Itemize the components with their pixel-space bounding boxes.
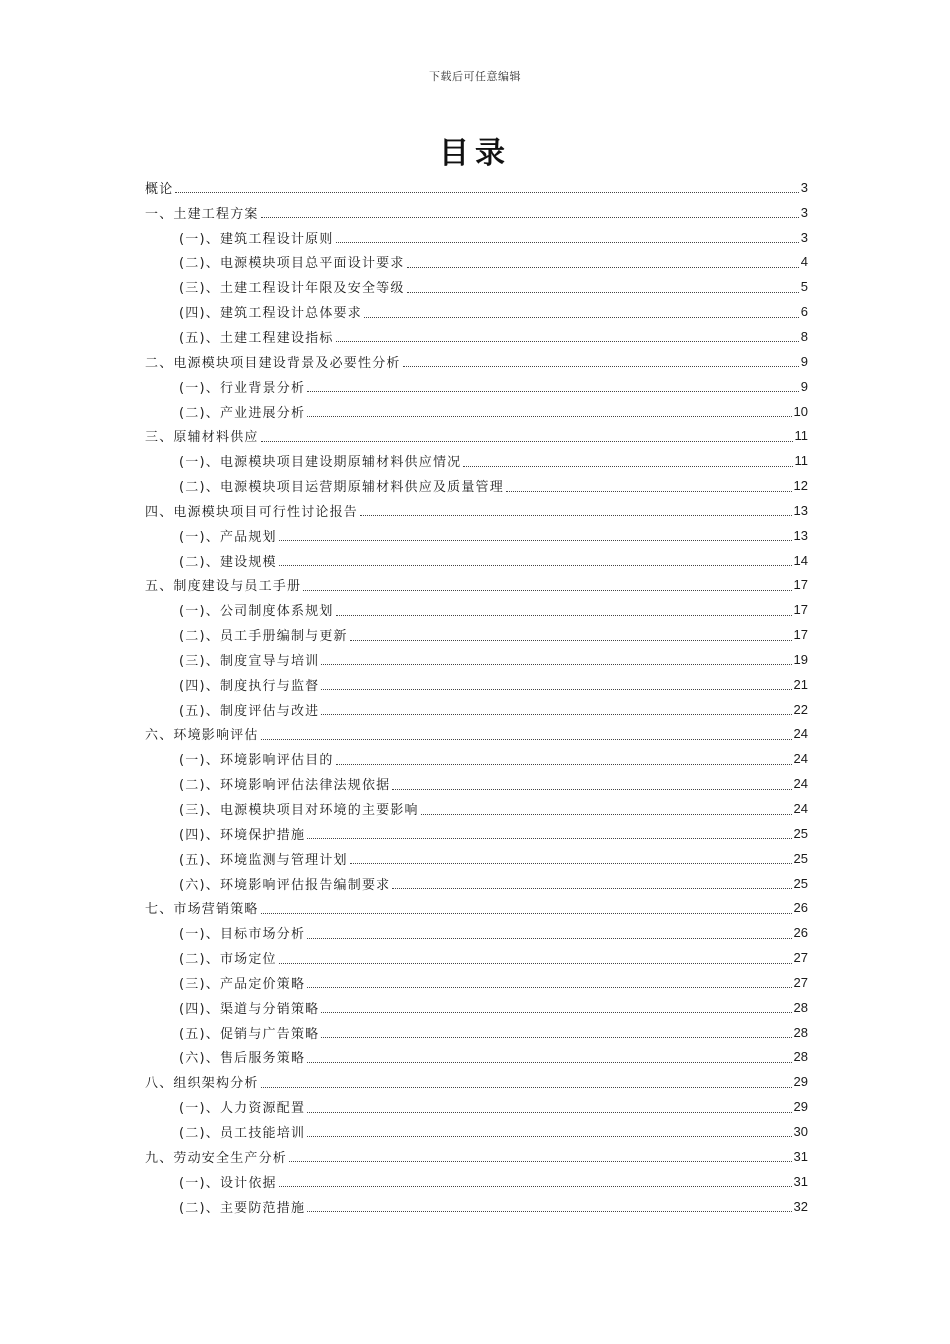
toc-subsection-entry[interactable] [145, 920, 808, 945]
toc-title: 目录 [439, 136, 511, 171]
toc-entry-label: (二)、电源模块项目运营期原辅材料供应及质量管理 [179, 480, 504, 496]
toc-dot-leader [307, 1061, 791, 1063]
toc-dot-leader [364, 316, 799, 318]
toc-dot-leader [289, 1160, 792, 1162]
toc-subsection-entry[interactable] [145, 225, 808, 250]
toc-entry-label: (一)、人力资源配置 [179, 1101, 306, 1117]
toc-entry-label: (一)、设计依据 [179, 1175, 277, 1191]
toc-page-number: 13 [793, 502, 808, 518]
toc-dot-leader [307, 1111, 791, 1113]
toc-entry-label: 二、电源模块项目建设背景及必要性分析 [145, 355, 401, 371]
toc-section-entry[interactable] [145, 349, 808, 374]
toc-entry-label: 五、制度建设与员工手册 [145, 579, 302, 595]
toc-dot-leader [403, 365, 799, 367]
toc-page-number: 30 [793, 1123, 808, 1139]
toc-subsection-entry[interactable] [145, 250, 808, 275]
toc-entry-label: 八、组织架构分析 [145, 1076, 259, 1092]
toc-subsection-entry[interactable] [145, 597, 808, 622]
toc-subsection-entry[interactable] [145, 399, 808, 424]
toc-subsection-entry[interactable] [145, 746, 808, 771]
toc-subsection-entry[interactable] [145, 871, 808, 896]
toc-dot-leader [407, 266, 799, 268]
toc-subsection-entry[interactable] [145, 846, 808, 871]
toc-entry-label: (四)、环境保护措施 [179, 827, 306, 843]
toc-page-number: 3 [800, 229, 808, 245]
toc-dot-leader [321, 1011, 791, 1013]
toc-dot-leader [307, 1210, 791, 1212]
toc-subsection-entry[interactable] [145, 1045, 808, 1070]
toc-entry-label: (四)、建筑工程设计总体要求 [179, 306, 362, 322]
toc-dot-leader [336, 763, 792, 765]
toc-entry-label: (二)、员工技能培训 [179, 1125, 306, 1141]
toc-subsection-entry[interactable] [145, 622, 808, 647]
toc-page-number: 25 [793, 875, 808, 891]
toc-page-number: 3 [800, 204, 808, 220]
toc-dot-leader [303, 589, 791, 591]
toc-dot-leader [279, 564, 792, 566]
toc-dot-leader [307, 986, 791, 988]
table-of-contents [145, 175, 808, 1218]
toc-entry-label: (二)、产业进展分析 [179, 405, 306, 421]
toc-page-number: 28 [793, 999, 808, 1015]
toc-entry-label: (一)、建筑工程设计原则 [179, 231, 334, 247]
toc-section-entry[interactable] [145, 895, 808, 920]
toc-dot-leader [175, 191, 798, 193]
toc-entry-label: (二)、市场定位 [179, 952, 277, 968]
toc-entry-label: 七、市场营销策略 [145, 902, 259, 918]
toc-page-number: 22 [793, 701, 808, 717]
toc-entry-label: 四、电源模块项目可行性讨论报告 [145, 504, 359, 520]
toc-entry-label: (五)、促销与广告策略 [179, 1026, 320, 1042]
toc-page-number: 28 [793, 1024, 808, 1040]
toc-subsection-entry[interactable] [145, 970, 808, 995]
toc-dot-leader [392, 887, 791, 889]
toc-page-number: 24 [793, 776, 808, 792]
toc-dot-leader [261, 738, 792, 740]
toc-dot-leader [261, 1086, 792, 1088]
toc-page-number: 27 [793, 974, 808, 990]
toc-section-entry[interactable] [145, 498, 808, 523]
toc-dot-leader [392, 788, 791, 790]
toc-entry-label: (四)、渠道与分销策略 [179, 1001, 320, 1017]
toc-page-number: 5 [800, 279, 808, 295]
toc-page-number: 21 [793, 676, 808, 692]
toc-subsection-entry[interactable] [145, 548, 808, 573]
page-header: 下载后可任意编辑 [429, 70, 521, 83]
toc-subsection-entry[interactable] [145, 374, 808, 399]
toc-entry-label: (三)、电源模块项目对环境的主要影响 [179, 803, 419, 819]
toc-section-entry[interactable] [145, 175, 808, 200]
toc-dot-leader [261, 440, 793, 442]
toc-page-number: 25 [793, 850, 808, 866]
toc-page-number: 9 [800, 378, 808, 394]
toc-section-entry[interactable] [145, 1144, 808, 1169]
toc-subsection-entry[interactable] [145, 299, 808, 324]
toc-dot-leader [506, 490, 792, 492]
toc-entry-label: 一、土建工程方案 [145, 206, 259, 222]
toc-subsection-entry[interactable] [145, 995, 808, 1020]
toc-subsection-entry[interactable] [145, 448, 808, 473]
toc-subsection-entry[interactable] [145, 771, 808, 796]
toc-dot-leader [350, 862, 792, 864]
toc-page-number: 13 [793, 527, 808, 543]
toc-entry-label: (三)、产品定价策略 [179, 976, 306, 992]
toc-entry-label: 三、原辅材料供应 [145, 430, 259, 446]
toc-page-number: 6 [800, 304, 808, 320]
toc-page-number: 27 [793, 950, 808, 966]
toc-page-number: 19 [793, 651, 808, 667]
toc-entry-label: (三)、土建工程设计年限及安全等级 [179, 281, 405, 297]
toc-dot-leader [279, 539, 792, 541]
toc-dot-leader [463, 465, 792, 467]
toc-section-entry[interactable] [145, 1069, 808, 1094]
toc-dot-leader [421, 813, 792, 815]
toc-dot-leader [350, 639, 792, 641]
toc-subsection-entry[interactable] [145, 1094, 808, 1119]
toc-subsection-entry[interactable] [145, 697, 808, 722]
toc-subsection-entry[interactable] [145, 324, 808, 349]
toc-subsection-entry[interactable] [145, 473, 808, 498]
toc-entry-label: (一)、环境影响评估目的 [179, 753, 334, 769]
toc-page-number: 25 [793, 825, 808, 841]
toc-dot-leader [336, 340, 799, 342]
toc-page-number: 17 [793, 602, 808, 618]
toc-page-number: 3 [800, 179, 808, 195]
toc-subsection-entry[interactable] [145, 796, 808, 821]
toc-page-number: 11 [794, 453, 808, 469]
toc-subsection-entry[interactable] [145, 672, 808, 697]
toc-entry-label: (三)、制度宣导与培训 [179, 653, 320, 669]
toc-subsection-entry[interactable] [145, 274, 808, 299]
toc-dot-leader [321, 688, 791, 690]
toc-page-number: 32 [793, 1198, 808, 1214]
toc-entry-label: (一)、目标市场分析 [179, 927, 306, 943]
toc-page-number: 28 [793, 1049, 808, 1065]
toc-dot-leader [321, 663, 791, 665]
toc-dot-leader [307, 415, 791, 417]
toc-entry-label: (五)、环境监测与管理计划 [179, 852, 348, 868]
toc-entry-label: 概论 [145, 181, 174, 197]
toc-entry-label: (一)、行业背景分析 [179, 380, 306, 396]
toc-page-number: 12 [793, 478, 808, 494]
toc-section-entry[interactable] [145, 423, 808, 448]
toc-page-number: 31 [793, 1173, 808, 1189]
toc-page-number: 24 [793, 801, 808, 817]
toc-page-number: 29 [793, 1074, 808, 1090]
toc-subsection-entry[interactable] [145, 523, 808, 548]
toc-entry-label: 九、劳动安全生产分析 [145, 1150, 288, 1166]
toc-subsection-entry[interactable] [145, 945, 808, 970]
toc-dot-leader [407, 291, 799, 293]
toc-subsection-entry[interactable] [145, 647, 808, 672]
toc-page-number: 17 [793, 627, 808, 643]
toc-entry-label: (五)、土建工程建设指标 [179, 330, 334, 346]
toc-page-number: 10 [793, 403, 808, 419]
toc-page-number: 14 [793, 552, 808, 568]
toc-page-number: 29 [793, 1099, 808, 1115]
toc-entry-label: (四)、制度执行与监督 [179, 678, 320, 694]
toc-dot-leader [279, 1185, 792, 1187]
toc-dot-leader [360, 514, 792, 516]
toc-dot-leader [279, 962, 792, 964]
toc-section-entry[interactable] [145, 200, 808, 225]
toc-page-number: 26 [793, 925, 808, 941]
toc-page-number: 24 [793, 726, 808, 742]
toc-dot-leader [307, 390, 799, 392]
toc-subsection-entry[interactable] [145, 821, 808, 846]
toc-dot-leader [307, 1135, 791, 1137]
toc-page-number: 31 [793, 1148, 808, 1164]
toc-dot-leader [336, 241, 799, 243]
toc-page-number: 4 [800, 254, 808, 270]
toc-entry-label: 六、环境影响评估 [145, 728, 259, 744]
toc-page-number: 26 [793, 900, 808, 916]
toc-entry-label: (二)、电源模块项目总平面设计要求 [179, 256, 405, 272]
toc-entry-label: (二)、员工手册编制与更新 [179, 629, 348, 645]
toc-page-number: 8 [800, 328, 808, 344]
toc-page-number: 11 [794, 428, 808, 444]
toc-entry-label: (五)、制度评估与改进 [179, 703, 320, 719]
toc-entry-label: (二)、建设规模 [179, 554, 277, 570]
toc-subsection-entry[interactable] [145, 1020, 808, 1045]
toc-dot-leader [336, 614, 792, 616]
toc-entry-label: (六)、售后服务策略 [179, 1051, 306, 1067]
toc-dot-leader [307, 937, 791, 939]
toc-page-number: 24 [793, 751, 808, 767]
toc-dot-leader [261, 216, 799, 218]
toc-subsection-entry[interactable] [145, 1119, 808, 1144]
toc-dot-leader [307, 837, 791, 839]
toc-section-entry[interactable] [145, 573, 808, 598]
toc-entry-label: (一)、产品规划 [179, 529, 277, 545]
toc-subsection-entry[interactable] [145, 1194, 808, 1219]
toc-entry-label: (二)、环境影响评估法律法规依据 [179, 778, 391, 794]
toc-dot-leader [261, 912, 792, 914]
toc-entry-label: (一)、电源模块项目建设期原辅材料供应情况 [179, 455, 462, 471]
toc-entry-label: (六)、环境影响评估报告编制要求 [179, 877, 391, 893]
toc-subsection-entry[interactable] [145, 1169, 808, 1194]
toc-entry-label: (二)、主要防范措施 [179, 1200, 306, 1216]
toc-section-entry[interactable] [145, 722, 808, 747]
toc-page-number: 17 [793, 577, 808, 593]
toc-page-number: 9 [800, 353, 808, 369]
toc-dot-leader [321, 713, 791, 715]
toc-entry-label: (一)、公司制度体系规划 [179, 604, 334, 620]
toc-dot-leader [321, 1036, 791, 1038]
